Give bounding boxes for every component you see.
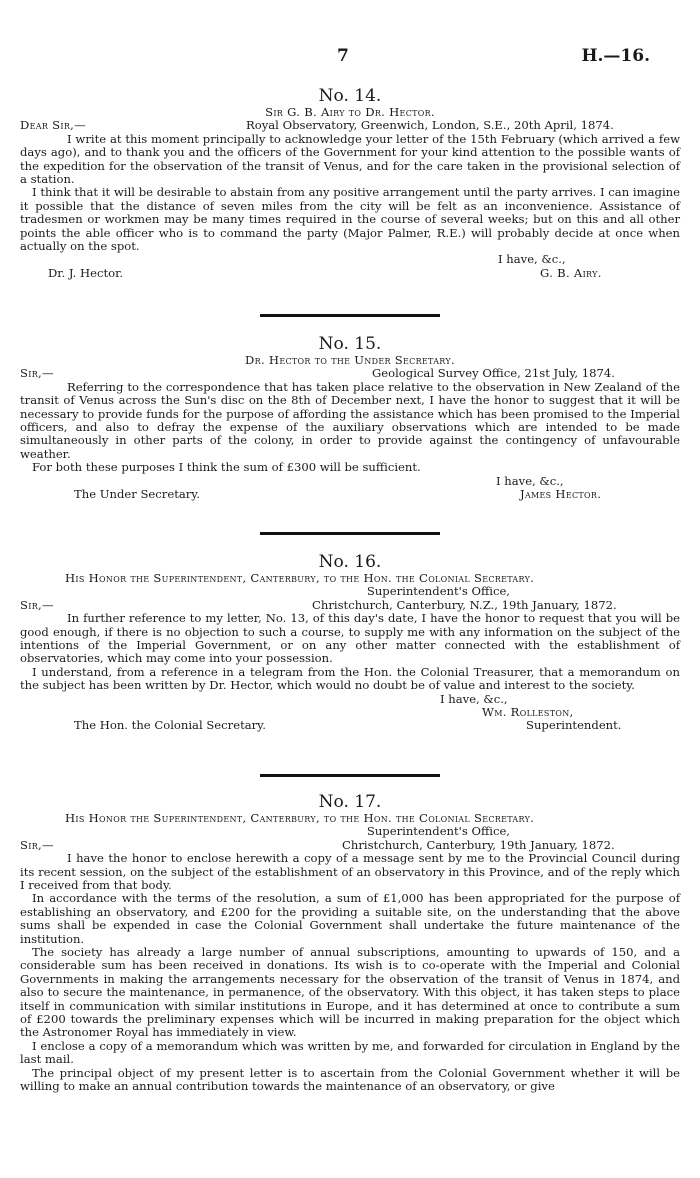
salutation-row — [20, 599, 680, 612]
paragraph: I have the honor to enclose herewith a copy of a message sent by me to the Provincial Council during its recent session, on the subject of the establishment of an observatory in this Province, and of the reply which I received from that body. — [20, 851, 680, 893]
letter-number: No. 15. — [318, 334, 382, 354]
closing: I have, &c., — [496, 473, 564, 488]
letter-no-16 — [20, 552, 680, 733]
signature: G. B. Airy. — [540, 265, 602, 280]
salutation-row — [20, 839, 680, 852]
address-date: Christchurch, Canterbury, 19th January, 1872. — [342, 837, 615, 852]
section-divider — [260, 532, 440, 535]
paragraph: I understand, from a reference in a telegram from the Hon. the Colonial Treasurer, that a memorandum on the subject has been written by Dr. Hector, which would no doubt be of value and interest to the society. — [20, 664, 680, 693]
signature-title: Superintendent. — [526, 718, 622, 733]
office: Superintendent's Office, — [366, 584, 510, 599]
paragraph: The principal object of my present letter is to ascertain from the Colonial Government whether it will be willing to make an annual contribution towards the maintenance of an observatory, or give — [20, 1065, 680, 1094]
letter-number: No. 16. — [318, 552, 382, 572]
letter-heading: Dr. Hector to the Under Secretary. — [245, 353, 455, 367]
letter-number: No. 14. — [318, 86, 382, 106]
letter-heading: Sir G. B. Airy to Dr. Hector. — [265, 105, 435, 119]
closing-row — [20, 693, 680, 706]
salutation: Dear Sir,— — [20, 118, 87, 133]
letter-heading: His Honor the Superintendent, Canterbury, to the Hon. the Colonial Secretary. — [65, 811, 535, 825]
recipient: Dr. J. Hector. — [48, 265, 124, 280]
letter-heading: His Honor the Superintendent, Canterbury, to the Hon. the Colonial Secretary. — [65, 571, 535, 585]
letter-no-14 — [20, 86, 680, 280]
closing: I have, &c., — [440, 691, 508, 706]
salutation-row — [20, 367, 680, 380]
paragraph: I enclose a copy of a memorandum which was written by me, and forwarded for circulation in England by the last mail. — [20, 1038, 680, 1067]
document-reference: H.—16. — [581, 46, 650, 66]
signature: Wm. Rolleston, — [482, 705, 574, 720]
section-divider — [260, 314, 440, 317]
signature-row — [20, 267, 680, 280]
recipient: The Under Secretary. — [74, 487, 201, 502]
salutation: Sir,— — [20, 366, 54, 381]
signature-row — [20, 488, 680, 501]
address-date: Royal Observatory, Greenwich, London, S.E., 20th April, 1874. — [246, 118, 614, 133]
letter-no-15 — [20, 334, 680, 501]
letter-number: No. 17. — [318, 792, 382, 812]
signature-row — [20, 706, 680, 719]
paragraph: The society has already a large number of annual subscriptions, amounting to upwards of 150, and a considerable sum has been received in donations. Its wish is to co-operate with the Imperial and Colonial Governments in making the arrangements necessary for the observation of the transit of Venus in 1874, and also to secure the maintenance, in permanence, of the observatory. With this object, it has taken steps to place itself in communication with similar institutions in Europe, and it has determined at once to contribute a sum of £200 towards the preliminary expenses which will be incurred in making preparation for the object which the Astronomer Royal has immediately in view. — [20, 945, 680, 1040]
office: Superintendent's Office, — [366, 824, 510, 839]
paragraph: I think that it will be desirable to abstain from any positive arrangement until the party arrives. I can imagine it possible that the distance of seven miles from the city will be felt as an inconvenience. Assistance of tradesmen or workmen may be many times required in the course of several weeks; but on this and all other points the able officer who is to command the party (Major Palmer, R.E.) will probably decide at once when actually on the spot. — [20, 185, 680, 254]
closing-row — [20, 475, 680, 488]
paragraph: In accordance with the terms of the resolution, a sum of £1,000 has been appropriated for the purpose of establishing an observatory, and £200 for the providing a suitable site, on the understanding that the above sums shall be expended in case the Colonial Government shall undertake the future maintenance of the institution. — [20, 891, 680, 946]
recipient-row — [20, 719, 680, 732]
paragraph: Referring to the correspondence that has taken place relative to the observation in New Zealand of the transit of Venus across the Sun's disc on the 8th of December next, I have the honor to suggest that it will be necessary to provide funds for the purpose of affording the assistance which has been promised to the Imperial officers, and also to defray the expense of the auxiliary observations which are intended to be made simultaneously in other parts of the colony, in order to provide against the contingency of unfavourable weather. — [20, 379, 680, 461]
section-divider — [260, 774, 440, 777]
recipient: The Hon. the Colonial Secretary. — [74, 718, 266, 733]
address-date: Geological Survey Office, 21st July, 1874. — [372, 366, 615, 381]
closing-row — [20, 253, 680, 266]
page-number: 7 — [337, 46, 349, 66]
paragraph: In further reference to my letter, No. 13, of this day's date, I have the honor to request that you will be good enough, if there is no objection to such a course, to supply me with any information on the subject of the intentions of the Imperial Government, or on any other matter connected with the establishment of observatories, which may come into your possession. — [20, 611, 680, 666]
letter-no-17 — [20, 792, 680, 1094]
closing: I have, &c., — [498, 252, 566, 267]
paragraph: I write at this moment principally to acknowledge your letter of the 15th February (which arrived a few days ago), and to thank you and the officers of the Government for your kind attention to the possible wants of the expedition for the observation of the transit of Venus, and for the care taken in the provisional selection of a station. — [20, 131, 680, 187]
salutation: Sir,— — [20, 837, 54, 852]
address-date: Christchurch, Canterbury, N.Z., 19th January, 1872. — [312, 597, 617, 612]
salutation-row — [20, 119, 680, 132]
page-header — [0, 46, 700, 72]
signature: James Hector. — [520, 487, 602, 502]
paragraph: For both these purposes I think the sum of £300 will be sufficient. — [32, 460, 421, 475]
salutation: Sir,— — [20, 597, 54, 612]
